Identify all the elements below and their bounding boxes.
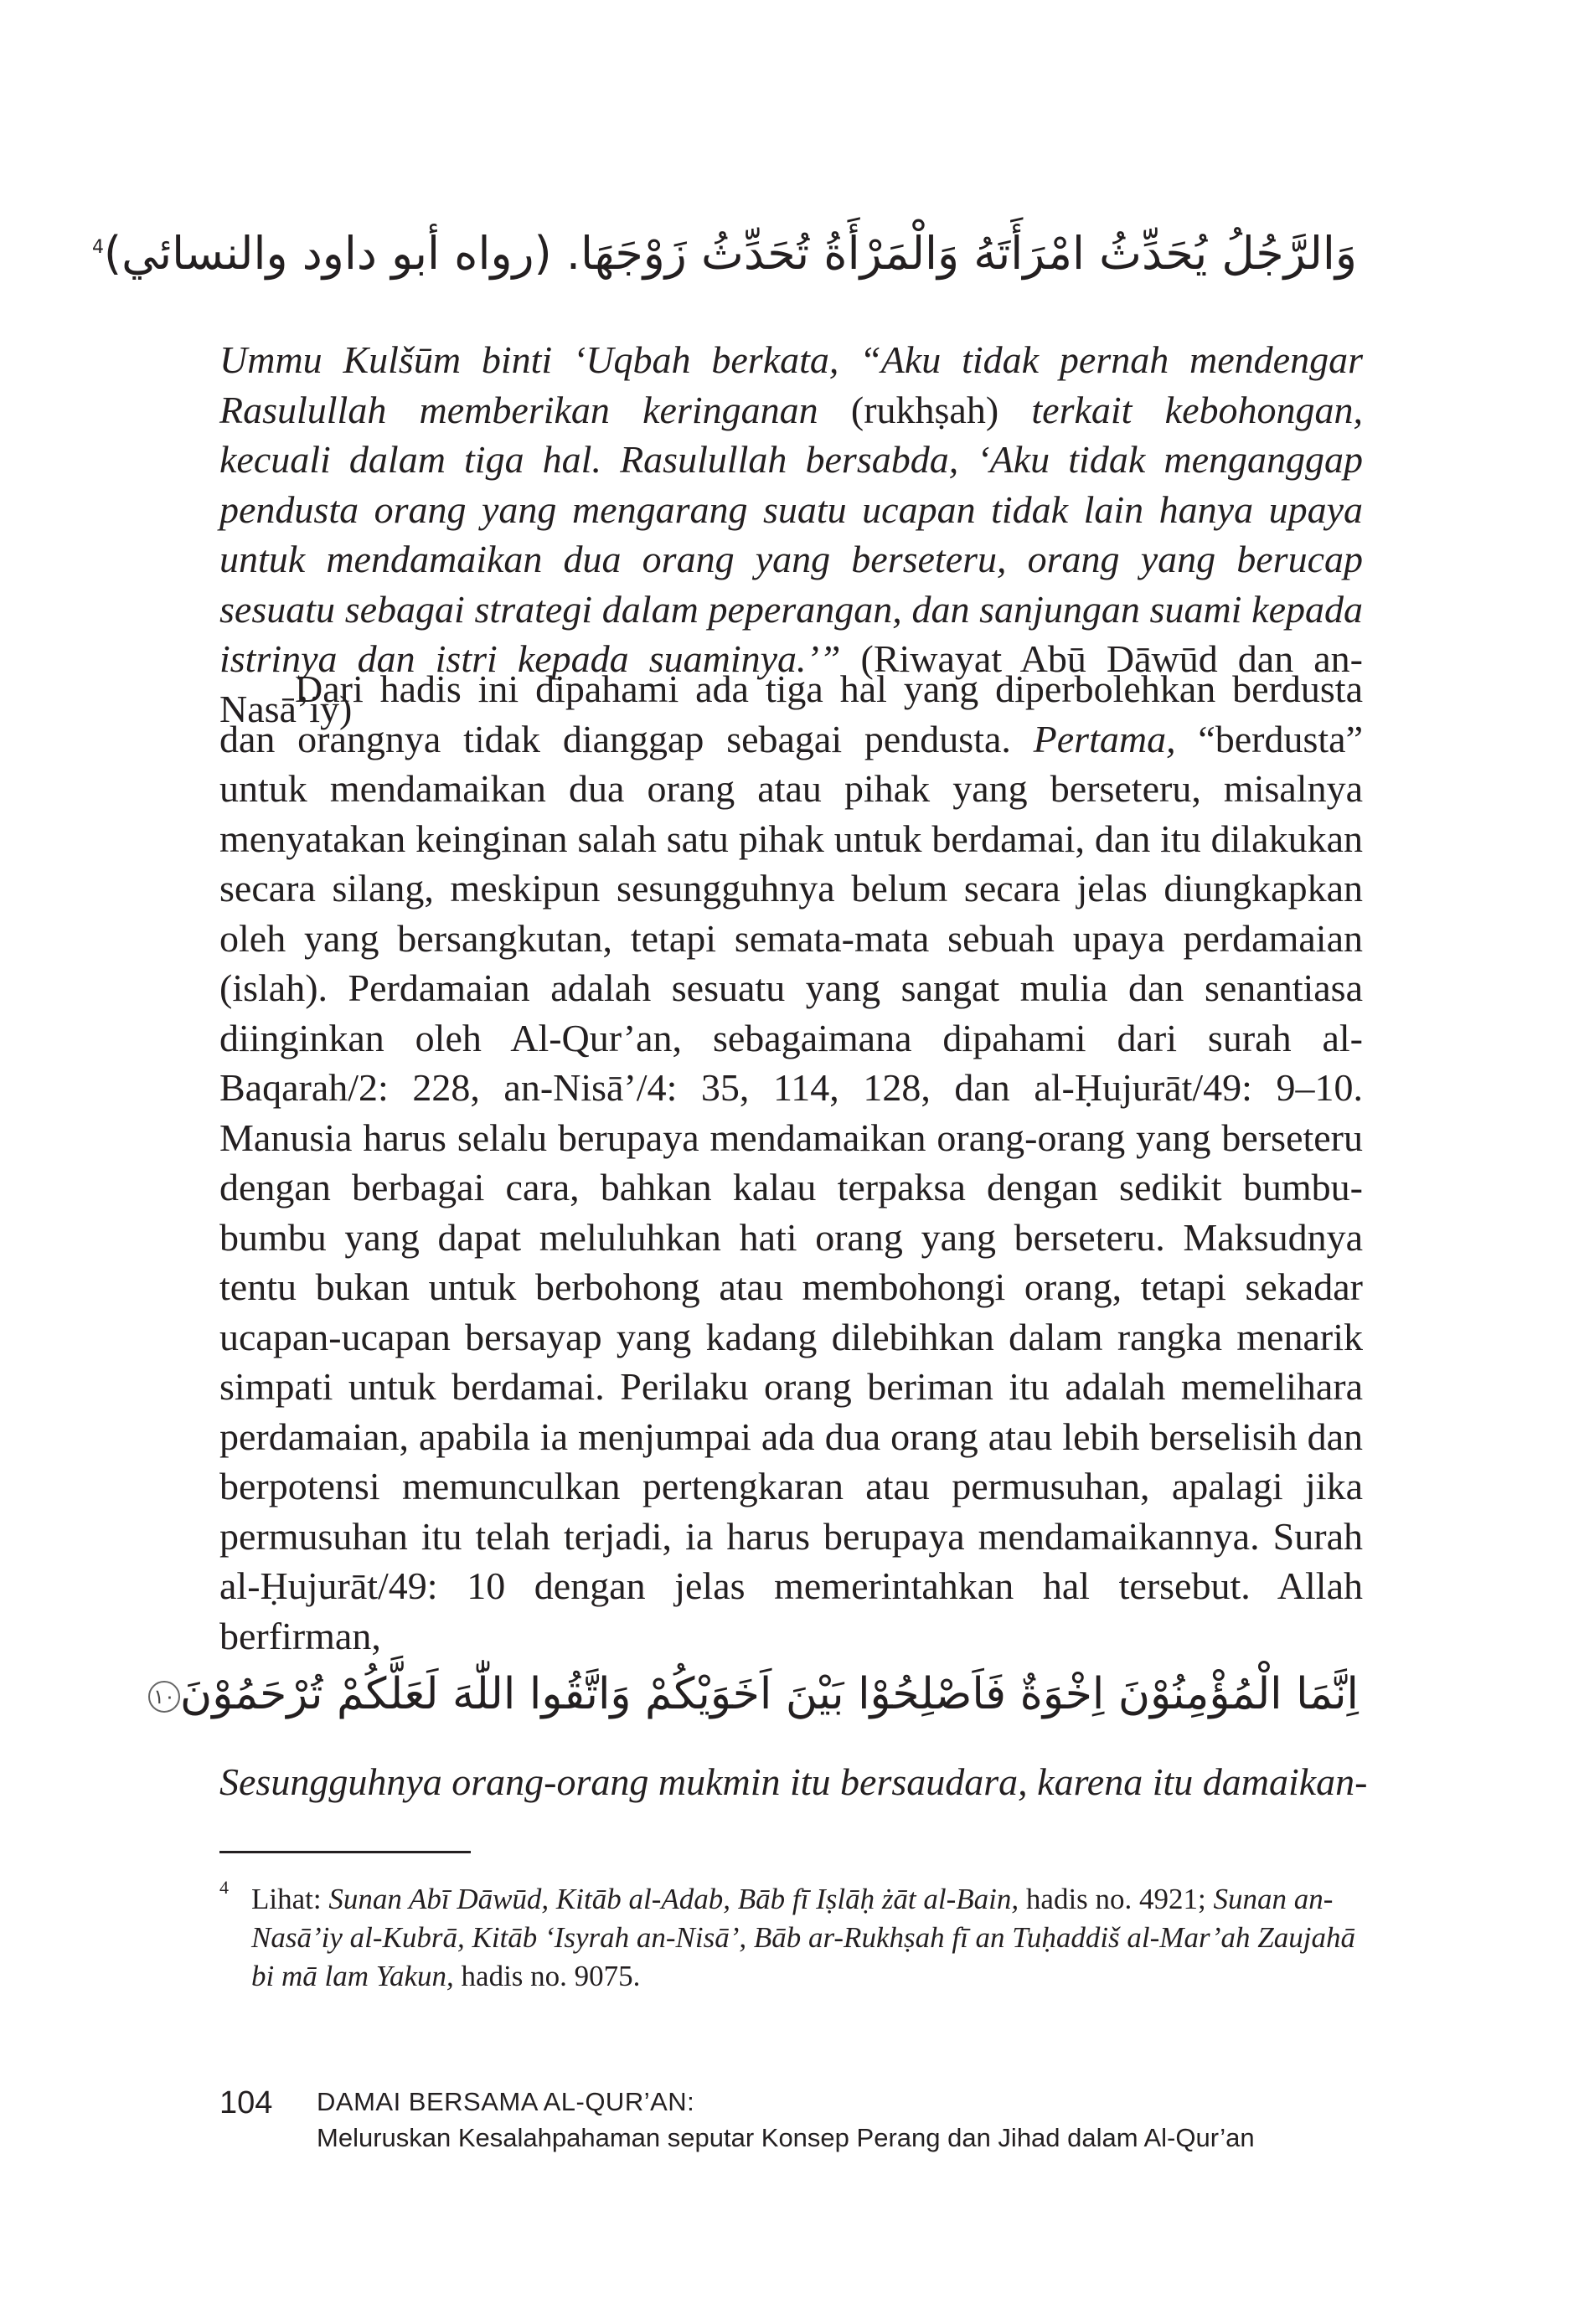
footnote-separator xyxy=(219,1851,471,1853)
quran-verse-arabic xyxy=(153,1667,1359,1724)
translation-part-1: Ummu Kulšūm binti ‘Uqbah berkata, “Aku tidak pernah mendengar Rasulullah memberikan keringanan xyxy=(219,338,1363,431)
quran-translation: Sesungguhnya orang-orang mukmin itu bersaudara, karena itu damaikan- xyxy=(219,1760,1368,1803)
footnote-source-2: Sunan an-Nasā’iy al-Kubrā, Kitāb ‘Isyrah an-Nisā’, Bāb ar-Rukhṣah fī an Tuḥaddiš al-Mar’ah Zaujahā bi mā lam Yakun, xyxy=(251,1883,1355,1992)
translation-term-rukhsah: (rukhṣah) xyxy=(850,388,999,431)
footnote-text xyxy=(251,1880,1363,1996)
body-text-1: Dari hadis ini dipahami ada tiga hal yang diperbolehkan berdusta dan orangnya tidak dianggap sebagai pendusta. xyxy=(219,667,1363,760)
hadith-arabic xyxy=(92,224,1357,283)
footnote-number: 4 xyxy=(219,1877,229,1898)
body-emphasis-pertama: Pertama, xyxy=(1033,717,1176,760)
body-text-2: “berdusta” untuk mendamaikan dua orang atau pihak yang berseteru, misalnya menyatakan keinginan salah satu pihak untuk berdamai, dan itu dilakukan secara silang, meskipun sesungguhnya belum secara jelas diungkapkan oleh yang bersangkutan, tetapi semata-mata sebuah upaya perdamaian (islah). Perdamaian adalah sesuatu yang sangat mulia dan senantiasa diinginkan oleh Al-Qur’an, sebagaimana dipahami dari surah al-Baqarah/2: 228, an-Nisā’/4: 35, 114, 128, dan al-Ḥujurāt/49: 9–10. Manusia harus selalu berupaya mendamaikan orang-orang yang berseteru dengan berbagai cara, bahkan kalau terpaksa dengan sedikit bumbu-bumbu yang dapat meluluhkan hati orang yang berseteru. Maksudnya tentu bukan untuk berbohong atau membohongi orang, tetapi sekadar ucapan-ucapan bersayap yang kadang dilebihkan dalam rangka menarik simpati untuk berdamai. Perilaku orang beriman itu adalah memelihara perdamaian, apabila ia menjumpai ada dua orang atau lebih berselisih dan berpotensi memunculkan pertengkaran atau permusuhan, apalagi jika permusuhan itu telah terjadi, ia harus berupaya mendamaikannya. Surah al-Ḥujurāt/49: 10 dengan jelas memerintahkan hal tersebut. Allah berfirman, xyxy=(219,717,1364,1657)
running-title: DAMAI BERSAMA AL-QUR’AN: xyxy=(317,2087,695,2116)
hadith-arabic-text: وَالرَّجُلُ يُحَدِّثُ امْرَأَتَهُ وَالْمَرْأَةُ تُحَدِّثُ زَوْجَهَا. (رواه أبو داود والنسائي) xyxy=(104,227,1357,280)
translation-source: (Riwayat Abū Dāwūd dan an-Nasā’iy) xyxy=(219,637,1363,730)
body-paragraph xyxy=(219,664,1363,1661)
ayah-number-marker: ١٠ xyxy=(148,1681,180,1713)
footnote-source-1: Sunan Abī Dāwūd, Kitāb al-Adab, Bāb fī Iṣlāḥ żāt al-Bain, xyxy=(328,1883,1019,1915)
footnote-ref: 4 xyxy=(92,237,104,258)
footnote-text-2: hadis no. 4921; xyxy=(1019,1883,1214,1915)
footnote-text-3: hadis no. 9075. xyxy=(453,1960,641,1992)
running-subtitle: Meluruskan Kesalahpahaman seputar Konsep Perang dan Jihad dalam Al-Qur’an xyxy=(317,2123,1255,2152)
footnote xyxy=(219,1877,1363,1996)
page-number: 104 xyxy=(219,2085,273,2120)
translation-part-3: terkait kebohongan, kecuali dalam tiga hal. Rasulullah bersabda, ‘Aku tidak menganggap pendusta orang yang mengarang suatu ucapan tidak lain hanya upaya untuk mendamaikan dua orang yang berseteru, orang yang berucap sesuatu sebagai strategi dalam peperangan, dan sanjungan suami kepada istrinya dan istri kepada suaminya.’” xyxy=(219,388,1363,680)
footnote-text-1: Lihat: xyxy=(251,1883,329,1915)
quran-verse-text: اِنَّمَا الْمُؤْمِنُوْنَ اِخْوَةٌ فَاَصْلِحُوْا بَيْنَ اَخَوَيْكُمْ وَاتَّقُوا اللّٰهَ لَعَلَّكُمْ تُرْحَمُوْنَ xyxy=(180,1669,1359,1719)
